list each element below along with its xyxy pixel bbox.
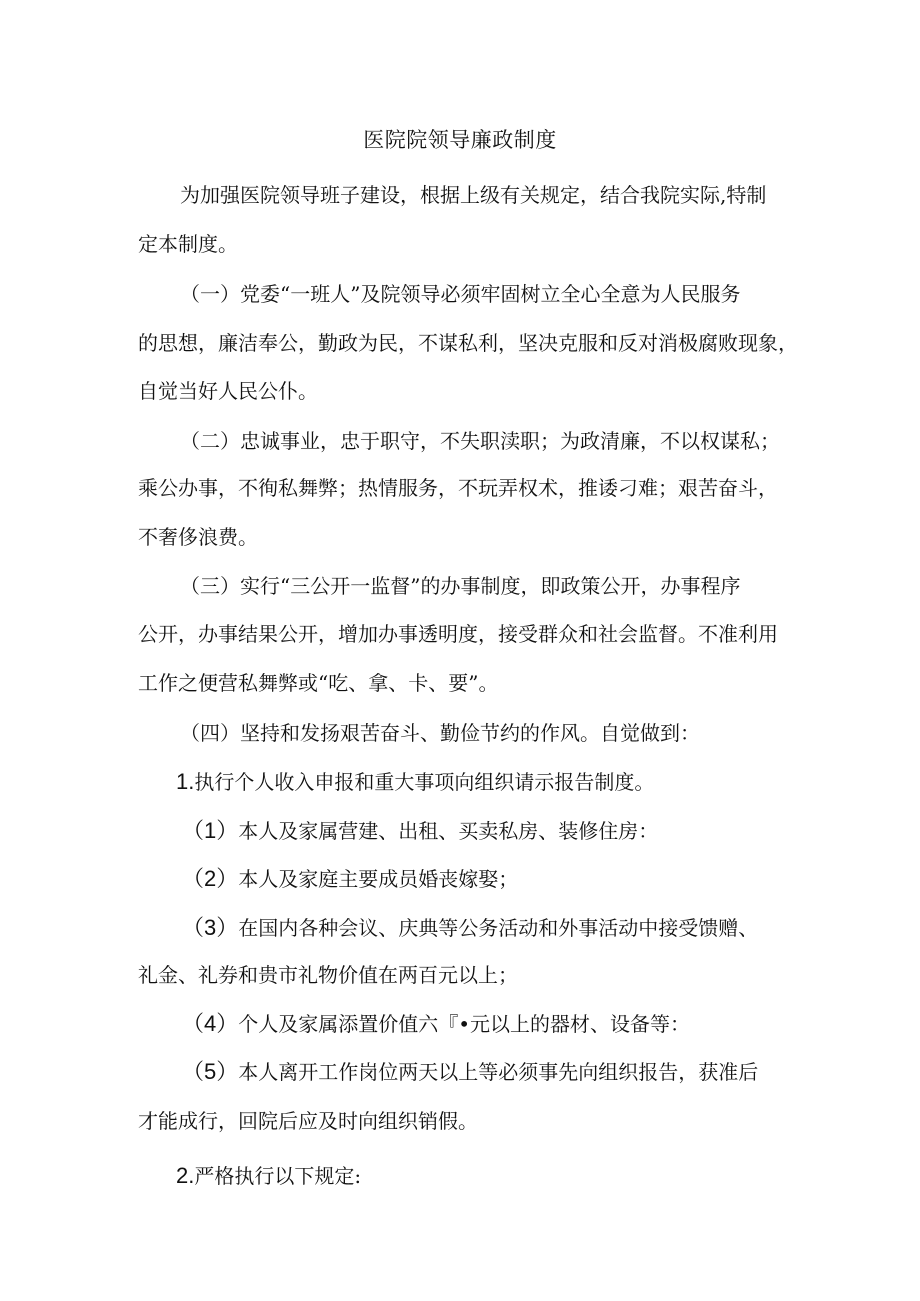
sub-item [182,914,758,942]
paragraph-line: 为加强医院领导班子建设，根据上级有关规定，结合我院实际,特制 [180,183,767,207]
paragraph-line: 公开，办事结果公开，增加办事透明度，接受群众和社会监督。不准利用 [138,622,778,646]
numbered-item [176,1162,361,1190]
paragraph-line: 不奢侈浪费。 [138,525,258,549]
sub-item-number: （1） [182,818,239,843]
paragraph-line: 才能成行，回院后应及时向组织销假。 [138,1109,478,1133]
numbered-item [176,768,654,796]
sub-item [182,817,658,845]
paragraph-line: 自觉当好人民公仆。 [138,379,318,403]
paragraph-line: （三）实行“三公开一监督”的办事制度，即政策公开，办事程序 [180,574,741,598]
sub-item [182,865,518,893]
paragraph-line: （一）党委“一班人”及院领导必须牢固树立全心全意为人民服务 [180,282,741,306]
sub-item-text: 本人离开工作岗位两天以上等必须事先向组织报告，获准后 [238,1060,759,1084]
sub-item [182,1010,690,1038]
item-number: 2. [176,1163,195,1188]
item-number: 1. [176,769,195,794]
paragraph-line: （四）坚持和发扬艰苦奋斗、勤俭节约的作风。自觉做到： [180,721,700,745]
sub-item-number: （3） [182,915,239,940]
sub-item [182,1058,758,1086]
sub-item-text: 本人及家庭主要成员婚丧嫁娶； [238,867,519,891]
paragraph-line: 工作之便营私舞弊或“吃、拿、卡、要”。 [138,671,499,695]
document-title: 医院院领导廉政制度 [363,128,557,152]
sub-item-number: （5） [182,1059,239,1084]
paragraph-line: （二）忠诚事业，忠于职守，不失职渎职；为政清廉，不以权谋私； [180,429,780,453]
paragraph-line: 礼金、礼券和贵市礼物价值在两百元以上； [138,963,518,987]
paragraph-line: 的思想，廉洁奉公，勤政为民，不谋私利，坚决克服和反对消极腐败现象， [138,331,798,355]
sub-item-number: （4） [182,1011,239,1036]
paragraph-line: 定本制度。 [138,232,238,256]
sub-item-text: 个人及家属添置价值六『•元以上的器材、设备等： [238,1012,691,1036]
sub-item-number: （2） [182,866,239,891]
item-text: 严格执行以下规定: [194,1164,362,1188]
sub-item-text: 本人及家属营建、出租、买卖私房、装修住房： [238,819,659,843]
item-text: 执行个人收入申报和重大事项向组织请示报告制度。 [194,770,655,794]
paragraph-line: 乘公办事，不徇私舞弊；热情服务，不玩弄权术，推诿刁难；艰苦奋斗， [138,476,778,500]
sub-item-text: 在国内各种会议、庆典等公务活动和外事活动中接受馈赠、 [238,916,759,940]
